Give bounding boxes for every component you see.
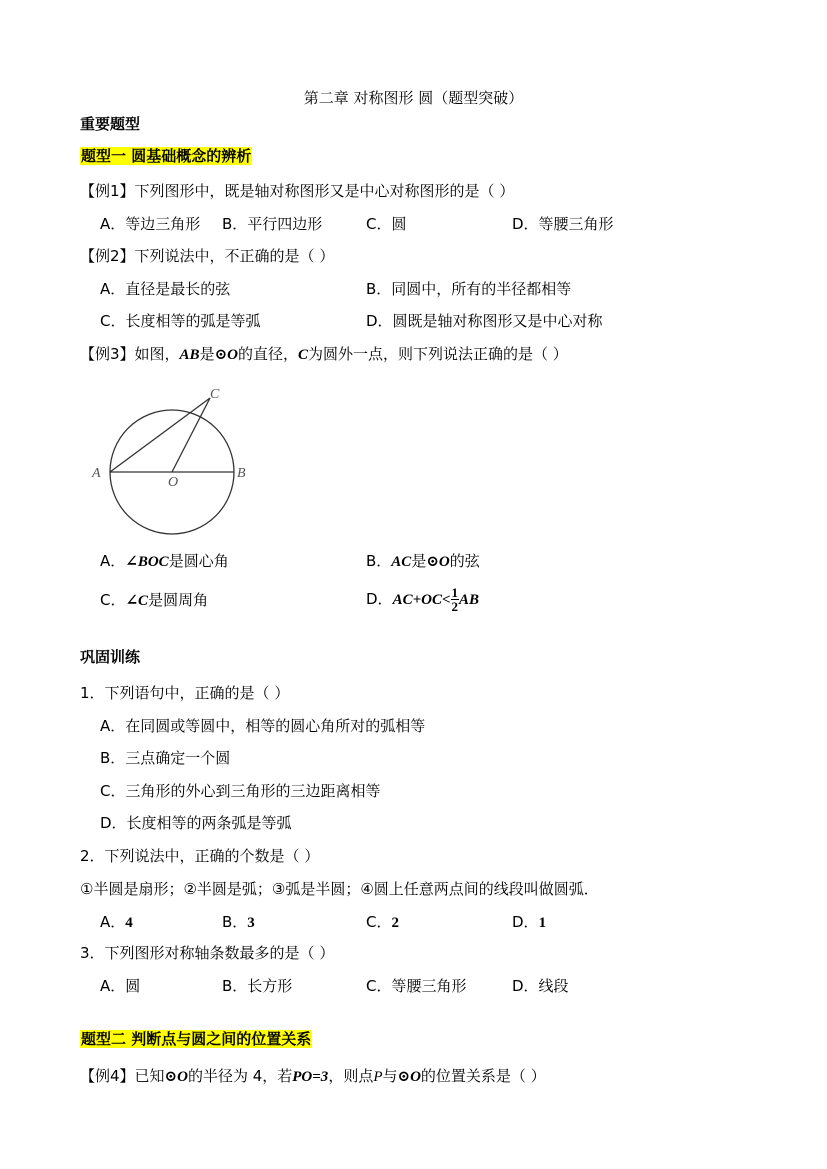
example-4-text: ，则点: [328, 1067, 374, 1085]
math-ab: AB: [459, 592, 480, 608]
example-4-text: 的位置关系是（ ）: [420, 1067, 546, 1085]
question-2-option-b: [222, 912, 255, 933]
segment-ac: [110, 398, 210, 472]
option-label: A．: [100, 552, 126, 570]
segment-oc: [172, 398, 210, 472]
option-label: D．: [366, 590, 393, 608]
option-text: 是圆心角: [168, 552, 229, 570]
question-3-option-d: D．线段: [512, 977, 569, 995]
example-1-option-c: C．圆: [366, 215, 407, 233]
option-value: 3: [247, 915, 255, 931]
example-3-text: 的直径，: [237, 345, 298, 363]
option-label: C．: [366, 913, 392, 931]
topic-2-heading: [80, 1029, 312, 1049]
circle-diagram: [86, 380, 266, 540]
topic-1-heading: [80, 146, 252, 166]
math-po-equals-3: PO=3: [292, 1069, 329, 1085]
fraction-denominator: 2: [451, 599, 459, 614]
question-2-stem: 2．下列说法中，正确的个数是（ ）: [80, 847, 320, 865]
label-b: B: [237, 466, 246, 481]
math-c: C: [298, 347, 309, 363]
math-ac: AC: [391, 554, 412, 570]
question-3-option-c: C．等腰三角形: [366, 977, 467, 995]
example-2-option-b: B．同圆中，所有的半径都相等: [366, 280, 572, 298]
math-ab: AB: [179, 347, 200, 363]
example-1-option-d: D．等腰三角形: [512, 215, 614, 233]
question-1-option-b: B．三点确定一个圆: [100, 749, 231, 767]
example-3-option-a: [100, 551, 229, 572]
example-3-option-d: [366, 585, 479, 614]
math-angle-c: ∠C: [125, 593, 149, 609]
question-1-stem: 1．下列语句中，正确的是（ ）: [80, 684, 290, 702]
question-3-option-b: B．长方形: [222, 977, 293, 995]
example-4-text: 的半径为 4，若: [187, 1067, 293, 1085]
math-circle-o: ⊙O: [164, 1069, 188, 1085]
math-circle-o: ⊙O: [214, 347, 238, 363]
option-text: 是: [411, 552, 427, 570]
question-1-option-a: A．在同圆或等圆中，相等的圆心角所对的弧相等: [100, 717, 426, 735]
example-1-stem: 【例1】下列图形中，既是轴对称图形又是中心对称图形的是（ ）: [80, 182, 515, 200]
option-text: 的弦: [449, 552, 480, 570]
option-text: 是圆周角: [148, 591, 209, 609]
math-angle-boc: ∠BOC: [125, 554, 169, 570]
label-a: A: [92, 466, 101, 481]
question-2-option-c: [366, 912, 399, 933]
option-label: D．: [512, 913, 539, 931]
option-label: C．: [100, 591, 126, 609]
question-2-option-d: [512, 912, 546, 933]
option-value: 2: [391, 915, 399, 931]
topic-1-label: 题型一 圆基础概念的辨析: [81, 147, 252, 165]
question-1-option-d: D．长度相等的两条弧是等弧: [100, 814, 292, 832]
example-3-text: 是: [199, 345, 215, 363]
fraction-numerator: 1: [451, 585, 459, 600]
question-3-stem: 3．下列图形对称轴条数最多的是（ ）: [80, 944, 335, 962]
option-value: 1: [538, 915, 547, 931]
example-2-stem: 【例2】下列说法中，不正确的是（ ）: [80, 247, 335, 265]
fraction-one-half: [451, 586, 460, 613]
option-label: A．: [100, 913, 126, 931]
question-3-option-a: A．圆: [100, 977, 141, 995]
example-3-stem: [80, 344, 568, 365]
math-circle-o: ⊙O: [397, 1069, 421, 1085]
example-3-option-c: [100, 590, 208, 611]
section-practice: 巩固训练: [80, 648, 141, 666]
question-2-option-a: [100, 912, 133, 933]
question-1-option-c: C．三角形的外心到三角形的三边距离相等: [100, 782, 381, 800]
option-label: B．: [222, 913, 248, 931]
example-3-prefix: 【例3】如图，: [80, 345, 180, 363]
option-value: 4: [125, 915, 133, 931]
example-1-option-a: A．等边三角形: [100, 215, 201, 233]
example-2-option-a: A．直径是最长的弦: [100, 280, 231, 298]
option-label: B．: [366, 552, 392, 570]
example-4-text: 与: [382, 1067, 398, 1085]
label-c: C: [210, 387, 220, 402]
math-inequality: AC+OC<: [392, 592, 451, 608]
example-3-option-b: [366, 551, 480, 572]
math-p: P: [373, 1069, 383, 1085]
example-3-text: 为圆外一点，则下列说法正确的是（ ）: [308, 345, 568, 363]
page-title: 第二章 对称图形 圆（题型突破）: [303, 89, 524, 107]
example-2-option-d: D．圆既是轴对称图形又是中心对称: [366, 312, 603, 330]
label-o: O: [168, 475, 179, 490]
example-1-option-b: B．平行四边形: [222, 215, 323, 233]
example-4-text: 【例4】已知: [80, 1067, 165, 1085]
example-2-option-c: C．长度相等的弧是等弧: [100, 312, 261, 330]
math-circle-o: ⊙O: [426, 554, 450, 570]
question-2-statement: ①半圆是扇形；②半圆是弧；③弧是半圆；④圆上任意两点间的线段叫做圆弧．: [80, 880, 599, 898]
example-4-stem: [80, 1066, 546, 1087]
section-important: 重要题型: [80, 115, 141, 133]
topic-2-label: 题型二 判断点与圆之间的位置关系: [81, 1030, 312, 1048]
